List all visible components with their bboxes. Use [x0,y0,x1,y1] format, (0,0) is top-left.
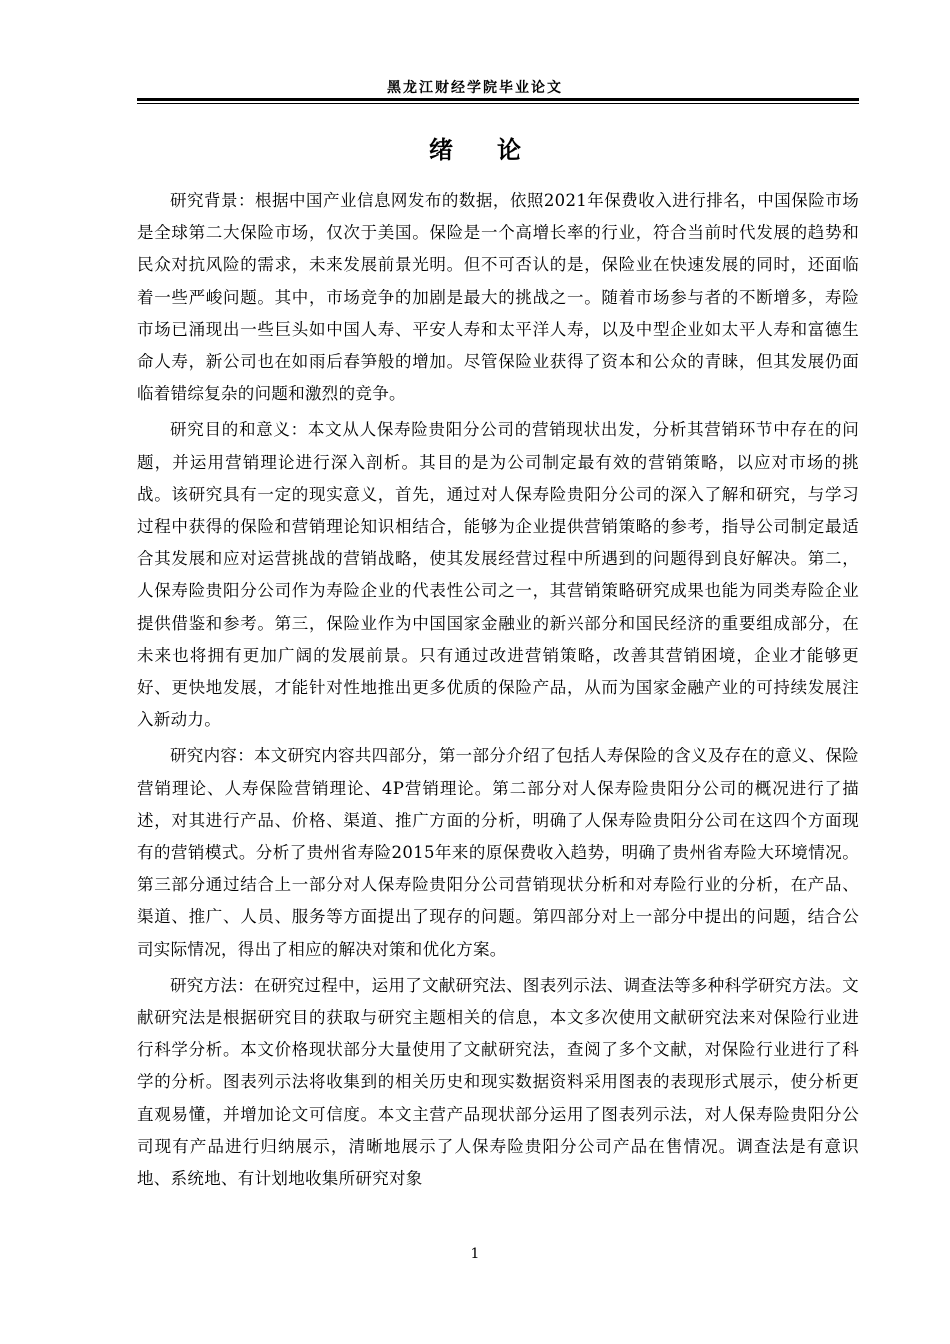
paragraph-content: 研究内容：本文研究内容共四部分，第一部分介绍了包括人寿保险的含义及存在的意义、保险营销理论、人寿保险营销理论、4P营销理论。第二部分对人保寿险贵阳分公司的概况进行了描述，对其进行产品、价格、渠道、推广方面的分析，明确了人保寿险贵阳分公司在这四个方面现有的营销模式。分析了贵州省寿险2015年来的原保费收入趋势，明确了贵州省寿险大环境情况。第三部分通过结合上一部分对人保寿险贵阳分公司营销现状分析和对寿险行业的分析，在产品、渠道、推广、人员、服务等方面提出了现存的问题。第四部分对上一部分中提出的问题，结合公司实际情况，得出了相应的解决对策和优化方案。 [137,746,859,959]
body-text [137,185,859,1199]
paragraph-purpose: 研究目的和意义：本文从人保寿险贵阳分公司的营销现状出发，分析其营销环节中存在的问题，并运用营销理论进行深入剖析。其目的是为公司制定最有效的营销策略，以应对市场的挑战。该研究具有一定的现实意义，首先，通过对人保寿险贵阳分公司的深入了解和研究，与学习过程中获得的保险和营销理论知识相结合，能够为企业提供营销策略的参考，指导公司制定最适合其发展和应对运营挑战的营销战略，使其发展经营过程中所遇到的问题得到良好解决。第二，人保寿险贵阳分公司作为寿险企业的代表性公司之一，其营销策略研究成果也能为同类寿险企业提供借鉴和参考。第三，保险业作为中国国家金融业的新兴部分和国民经济的重要组成部分，在未来也将拥有更加广阔的发展前景。只有通过改进营销策略，改善其营销困境，企业才能够更好、更快地发展，才能针对性地推出更多优质的保险产品，从而为国家金融产业的可持续发展注入新动力。 [137,420,859,730]
chapter-title: 绪论 [429,136,565,164]
running-header: 黑龙江财经学院毕业论文 [387,80,563,96]
header-rule-thin [137,103,859,104]
paragraph-methods: 研究方法：在研究过程中，运用了文献研究法、图表列示法、调查法等多种科学研究方法。文献研究法是根据研究目的获取与研究主题相关的信息，本文多次使用文献研究法来对保险行业进行科学分析。本文价格现状部分大量使用了文献研究法，查阅了多个文献，对保险行业进行了科学的分析。图表列示法将收集到的相关历史和现实数据资料采用图表的表现形式展示，使分析更直观易懂，并增加论文可信度。本文主营产品现状部分运用了图表列示法，对人保寿险贵阳分公司现有产品进行归纳展示，清晰地展示了人保寿险贵阳分公司产品在售情况。调查法是有意识地、系统地、有计划地收集所研究对象 [137,975,859,1189]
header-rule-thick [137,98,859,101]
paragraph-background: 研究背景：根据中国产业信息网发布的数据，依照2021年保费收入进行排名，中国保险市场是全球第二大保险市场，仅次于美国。保险是一个高增长率的行业，符合当前时代发展的趋势和民众对抗风险的需求，未来发展前景光明。但不可否认的是，保险业在快速发展的同时，还面临着一些严峻问题。其中，市场竞争的加剧是最大的挑战之一。随着市场参与者的不断增多，寿险市场已涌现出一些巨头如中国人寿、平安人寿和太平洋人寿，以及中型企业如太平人寿和富德生命人寿，新公司也在如雨后春笋般的增加。尽管保险业获得了资本和公众的青睐，但其发展仍面临着错综复杂的问题和激烈的竞争。 [137,191,859,404]
page-number: 1 [470,1246,480,1262]
